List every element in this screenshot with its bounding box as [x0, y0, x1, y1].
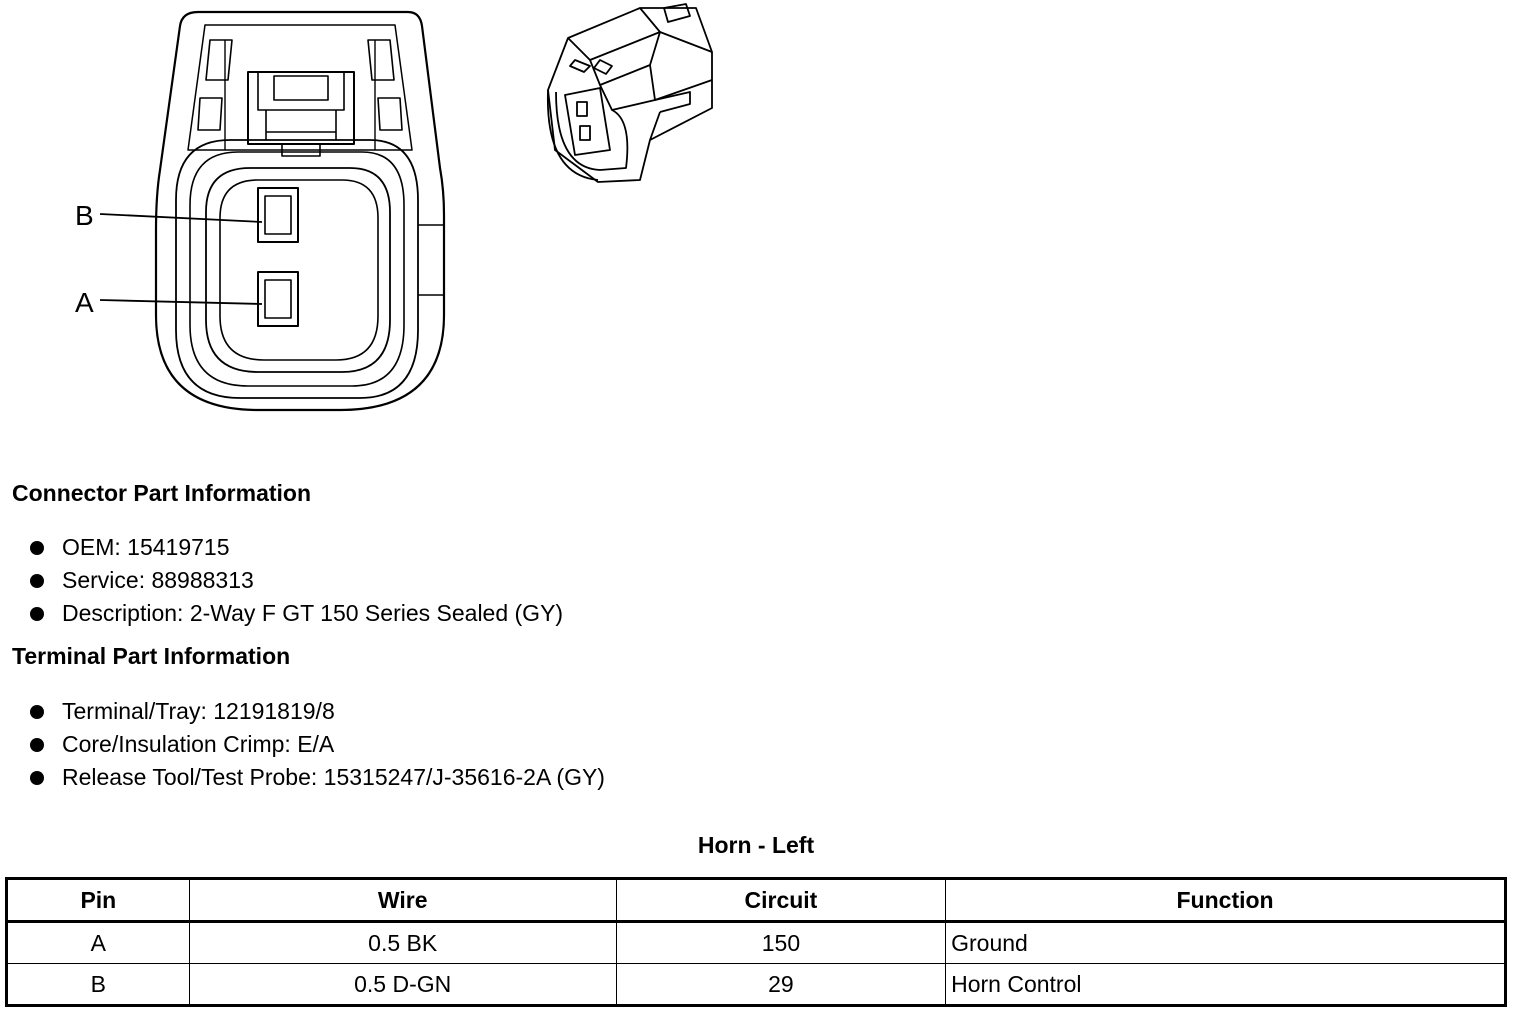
- table-row: [7, 922, 1506, 964]
- cell-wire: 0.5 D-GN: [189, 964, 616, 1006]
- bullet-icon: [30, 771, 44, 785]
- list-item: Core/Insulation Crimp: E/A: [28, 728, 605, 761]
- header-wire: Wire: [189, 879, 616, 922]
- list-item: OEM: 15419715: [28, 531, 563, 564]
- connector-latch: [248, 72, 354, 144]
- pin-b-leader: [100, 214, 262, 222]
- cell-pin: A: [7, 922, 190, 964]
- terminal-info-title: Terminal Part Information: [12, 643, 291, 669]
- connector-info-title: Connector Part Information: [12, 480, 312, 506]
- list-item: Service: 88988313: [28, 564, 563, 597]
- terminal-info-list: [28, 695, 605, 794]
- header-pin: Pin: [7, 879, 190, 922]
- connector-info-list: [28, 531, 563, 630]
- pin-label-a: A: [75, 287, 94, 318]
- bullet-icon: [30, 607, 44, 621]
- list-item: Terminal/Tray: 12191819/8: [28, 695, 605, 728]
- header-function: Function: [946, 879, 1506, 922]
- table-title: Horn - Left: [697, 832, 815, 858]
- bullet-icon: [30, 574, 44, 588]
- cell-wire: 0.5 BK: [189, 922, 616, 964]
- pin-label-b: B: [75, 200, 94, 231]
- table-row: [7, 964, 1506, 1006]
- pin-a-leader: [100, 300, 262, 304]
- cell-function: Ground: [946, 922, 1506, 964]
- list-item: Description: 2-Way F GT 150 Series Sealed (GY): [28, 597, 563, 630]
- header-circuit: Circuit: [616, 879, 945, 922]
- table-header-row: [7, 879, 1506, 922]
- bullet-icon: [30, 705, 44, 719]
- bullet-icon: [30, 541, 44, 555]
- cell-pin: B: [7, 964, 190, 1006]
- cell-function: Horn Control: [946, 964, 1506, 1006]
- cell-circuit: 150: [616, 922, 945, 964]
- bullet-icon: [30, 738, 44, 752]
- connector-diagram: [0, 0, 760, 430]
- cell-circuit: 29: [616, 964, 945, 1006]
- pinout-table: [5, 877, 1507, 1007]
- connector-3d-view: [548, 4, 712, 182]
- list-item: Release Tool/Test Probe: 15315247/J-35616-2A (GY): [28, 761, 605, 794]
